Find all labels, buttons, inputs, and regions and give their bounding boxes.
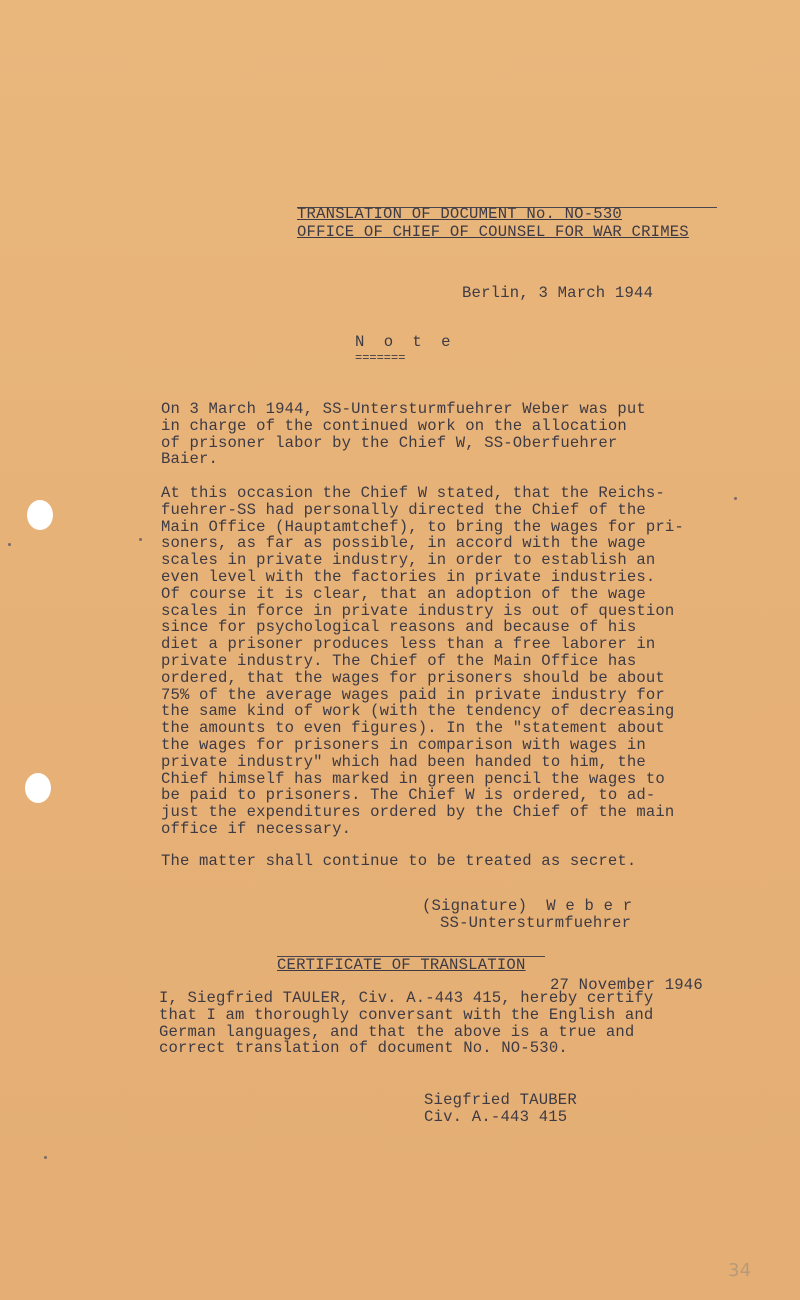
paragraph-2 [161,485,741,838]
paper-speck [44,1156,47,1159]
paragraph-line: even level with the factories in private industries. [161,567,656,586]
paragraph-line: in charge of the continued work on the allocation [161,416,627,435]
dateline: Berlin, 3 March 1944 [462,284,654,302]
paper-speck [8,543,11,546]
note-title: N o t e [355,333,456,351]
paragraph-line: private industry" which had been handed to him, the [161,752,646,771]
certificate-body [159,990,759,1057]
certificate-line: that I am thoroughly conversant with the English and [159,1005,654,1024]
paragraph-line: Of course it is clear, that an adoption of the wage [161,584,646,603]
header-translation-line: TRANSLATION OF DOCUMENT No. NO-530 [297,205,622,223]
signature-rank: SS-Untersturmfuehrer [440,914,632,932]
paragraph-line: soners, as far as possible, in accord with the wage [161,534,646,553]
paragraph-line: the wages for prisoners in comparison with wages in [161,735,646,754]
paragraph-line: scales in force in private industry is out of question [161,601,675,620]
paragraph-line: private industry. The Chief of the Main Office has [161,651,637,670]
paragraph-line: On 3 March 1944, SS-Untersturmfuehrer Weber was put [161,400,646,418]
paragraph-line: The matter shall continue to be treated as secret. [161,852,637,870]
paragraph-line: just the expenditures ordered by the Chief of the main [161,803,675,822]
paragraph-line: ordered, that the wages for prisoners should be about [161,668,665,687]
punch-hole [27,500,53,530]
page-number: 34 [728,1260,752,1281]
certificate-signature-id: Civ. A.-443 415 [424,1108,568,1126]
certificate-line: correct translation of document No. NO-530. [159,1039,568,1058]
certificate-line: I, Siegfried TAULER, Civ. A.-443 415, hereby certify [159,989,654,1007]
paragraph-line: 75% of the average wages paid in private industry for [161,685,665,704]
paragraph-1 [161,401,741,468]
paragraph-line: the amounts to even figures). In the "statement about [161,719,665,738]
paragraph-line: since for psychological reasons and because of his [161,618,637,637]
paragraph-line: Chief himself has marked in green pencil the wages to [161,769,665,788]
punch-hole [25,773,51,803]
note-title-underline: ======= [355,351,406,365]
paragraph-line: diet a prisoner produces less than a free laborer in [161,635,656,654]
certificate-title: CERTIFICATE OF TRANSLATION [277,956,526,974]
paragraph-line: office if necessary. [161,819,352,838]
paragraph-line: scales in private industry, in order to establish an [161,551,656,570]
certificate-signature-name: Siegfried TAUBER [424,1091,577,1109]
paragraph-line: be paid to prisoners. The Chief W is ordered, to ad- [161,786,656,805]
certificate-date: 27 November 1946 [550,976,703,994]
paragraph-line: At this occasion the Chief W stated, that the Reichs- [161,484,665,502]
paragraph-line: Main Office (Hauptamtchef), to bring the wages for pri- [161,517,684,536]
paragraph-line: fuehrer-SS had personally directed the Chief of the [161,500,646,519]
paper-speck [734,497,737,500]
paragraph-3 [161,853,741,870]
paragraph-line: of prisoner labor by the Chief W, SS-Oberfuehrer [161,433,618,452]
paper-speck [139,538,142,541]
header-office-line: OFFICE OF CHIEF OF COUNSEL FOR WAR CRIMES [297,223,689,241]
certificate-line: German languages, and that the above is a true and [159,1022,635,1041]
paragraph-line: the same kind of work (with the tendency of decreasing [161,702,675,721]
paragraph-line: Baier. [161,450,219,469]
signature-line: (Signature) W e b e r [422,897,633,915]
